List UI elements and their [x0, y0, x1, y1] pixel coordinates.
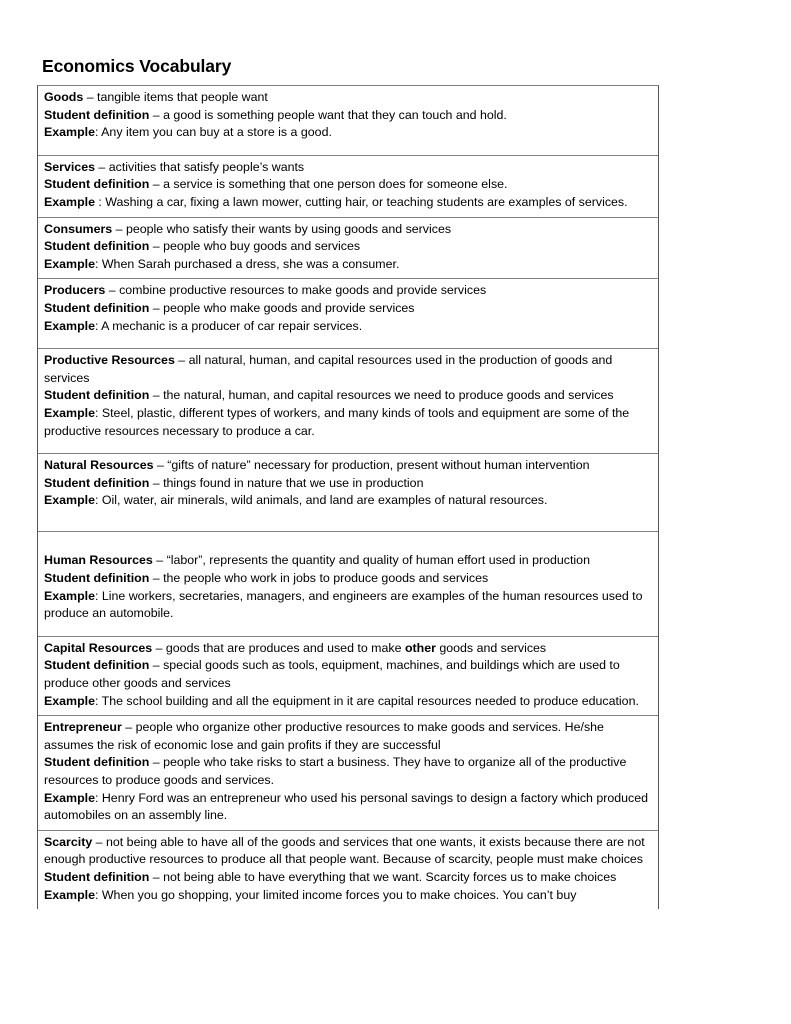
- term-label: Entrepreneur: [44, 720, 122, 735]
- student-definition-label: Student definition: [44, 300, 150, 315]
- example-line: [44, 588, 652, 623]
- term-line: [44, 159, 652, 177]
- example-text: : The school building and all the equipment in it are capital resources needed to produce education.: [94, 693, 639, 708]
- term-line: [44, 89, 652, 107]
- example-label: Example: [44, 256, 95, 271]
- row-spacer: [44, 440, 652, 448]
- table-row: [38, 279, 658, 349]
- student-definition-label: Student definition: [44, 571, 150, 586]
- term-text: – people who satisfy their wants by using goods and services: [112, 221, 452, 236]
- term-label: Producers: [44, 283, 106, 298]
- example-line: [44, 124, 652, 142]
- term-line: [44, 352, 652, 387]
- student-definition-line: [44, 107, 652, 125]
- term-text: – people who organize other productive resources to make goods and services. He/she assumes the risk of economic lose and gain profits if they are successful: [44, 720, 604, 752]
- term-text: – all natural, human, and capital resources used in the production of goods and services: [44, 353, 613, 385]
- table-row: [38, 831, 658, 909]
- term-line: [44, 834, 652, 869]
- example-line: [44, 693, 652, 711]
- term-label: Scarcity: [44, 834, 93, 849]
- term-label: Productive Resources: [44, 353, 175, 368]
- student-definition-label: Student definition: [44, 658, 150, 673]
- student-definition-text: – the people who work in jobs to produce goods and services: [149, 571, 489, 586]
- example-label: Example: [44, 318, 95, 333]
- example-line: [44, 790, 652, 825]
- example-line: [44, 492, 652, 510]
- term-text-cont: goods and services: [435, 640, 547, 655]
- term-line: [44, 221, 652, 239]
- example-line: [44, 256, 652, 274]
- student-definition-label: Student definition: [44, 239, 150, 254]
- student-definition-line: [44, 176, 652, 194]
- student-definition-line: [44, 754, 652, 789]
- page-title: Economics Vocabulary: [42, 55, 232, 76]
- row-spacer: [44, 335, 652, 343]
- student-definition-text: – a good is something people want that they can touch and hold.: [149, 107, 507, 122]
- example-text: : Washing a car, fixing a lawn mower, cutting hair, or teaching students are examples of services.: [94, 194, 628, 209]
- example-text: : A mechanic is a producer of car repair services.: [94, 318, 363, 333]
- student-definition-text: – people who buy goods and services: [149, 239, 361, 254]
- example-text: : When Sarah purchased a dress, she was a consumer.: [94, 256, 400, 271]
- example-label: Example: [44, 194, 95, 209]
- student-definition-label: Student definition: [44, 869, 150, 884]
- vocabulary-table: [37, 85, 659, 909]
- student-definition-line: [44, 475, 652, 493]
- table-row: [38, 156, 658, 218]
- row-spacer: [44, 623, 652, 631]
- term-text: – goods that are produces and used to make: [152, 640, 405, 655]
- term-label: Consumers: [44, 221, 113, 236]
- student-definition-line: [44, 238, 652, 256]
- example-text: : Steel, plastic, different types of workers, and many kinds of tools and equipment are some of the productive resources necessary to produce a car.: [44, 405, 630, 438]
- example-label: Example: [44, 790, 95, 805]
- student-definition-line: [44, 657, 652, 692]
- student-definition-line: [44, 570, 652, 588]
- example-text: : Line workers, secretaries, managers, and engineers are examples of the human resources used to produce an automobile.: [44, 588, 643, 621]
- student-definition-text: – a service is something that one person does for someone else.: [149, 177, 508, 192]
- student-definition-line: [44, 869, 652, 887]
- student-definition-label: Student definition: [44, 388, 150, 403]
- example-line: [44, 318, 652, 336]
- table-row: [38, 349, 658, 454]
- term-label: Goods: [44, 90, 84, 104]
- student-definition-label: Student definition: [44, 755, 150, 770]
- table-row: [38, 716, 658, 831]
- row-spacer: [44, 142, 652, 150]
- term-text: – tangible items that people want: [83, 90, 268, 104]
- example-label: Example: [44, 125, 95, 140]
- example-line: [44, 194, 652, 212]
- example-label: Example: [44, 588, 95, 603]
- example-line: [44, 405, 652, 440]
- term-line: [44, 457, 652, 475]
- example-text: : Any item you can buy at a store is a good.: [94, 125, 332, 140]
- table-row: [38, 86, 658, 156]
- student-definition-text: – not being able to have everything that we want. Scarcity forces us to make choices: [149, 869, 617, 884]
- term-label: Services: [44, 159, 95, 174]
- row-spacer: [44, 510, 652, 526]
- example-line: [44, 887, 652, 905]
- term-line: [44, 282, 652, 300]
- term-text: – combine productive resources to make goods and provide services: [105, 283, 487, 298]
- student-definition-text: – people who take risks to start a business. They have to organize all of the productive resources to produce goods and services.: [44, 755, 627, 787]
- example-text: : Oil, water, air minerals, wild animals, and land are examples of natural resources.: [94, 493, 548, 508]
- term-text: – “gifts of nature” necessary for production, present without human intervention: [153, 458, 590, 473]
- student-definition-label: Student definition: [44, 107, 150, 122]
- term-text: – not being able to have all of the goods and services that one wants, it exists because there are not enough productive resources to produce all that people want. Because of scarcity, people must make choices: [44, 834, 645, 867]
- student-definition-label: Student definition: [44, 177, 150, 192]
- term-text: – activities that satisfy people’s wants: [94, 159, 305, 174]
- example-label: Example: [44, 887, 95, 902]
- term-label: Capital Resources: [44, 640, 153, 655]
- student-definition-text: – people who make goods and provide services: [149, 300, 415, 315]
- term-emphasis: other: [404, 640, 436, 655]
- table-row: [38, 532, 658, 637]
- leading-blank-line: [44, 535, 652, 553]
- term-line: [44, 552, 652, 570]
- term-line: [44, 640, 652, 658]
- term-label: Human Resources: [44, 553, 153, 568]
- table-row: [38, 454, 658, 532]
- term-line: [44, 719, 652, 754]
- table-row: [38, 637, 658, 716]
- table-row: [38, 218, 658, 280]
- example-text: : When you go shopping, your limited income forces you to make choices. You can’t buy: [94, 887, 577, 902]
- example-text: : Henry Ford was an entrepreneur who used his personal savings to design a factory which produced automobiles on an assembly line.: [44, 790, 649, 823]
- term-label: Natural Resources: [44, 458, 154, 473]
- student-definition-text: – the natural, human, and capital resources we need to produce goods and services: [149, 388, 614, 403]
- student-definition-line: [44, 387, 652, 405]
- example-label: Example: [44, 493, 95, 508]
- example-label: Example: [44, 693, 95, 708]
- student-definition-line: [44, 300, 652, 318]
- student-definition-text: – special goods such as tools, equipment, machines, and buildings which are used to produce other goods and services: [44, 658, 620, 691]
- term-text: – “labor”, represents the quantity and quality of human effort used in production: [152, 553, 590, 568]
- student-definition-label: Student definition: [44, 475, 150, 490]
- student-definition-text: – things found in nature that we use in production: [149, 475, 424, 490]
- example-label: Example: [44, 405, 95, 420]
